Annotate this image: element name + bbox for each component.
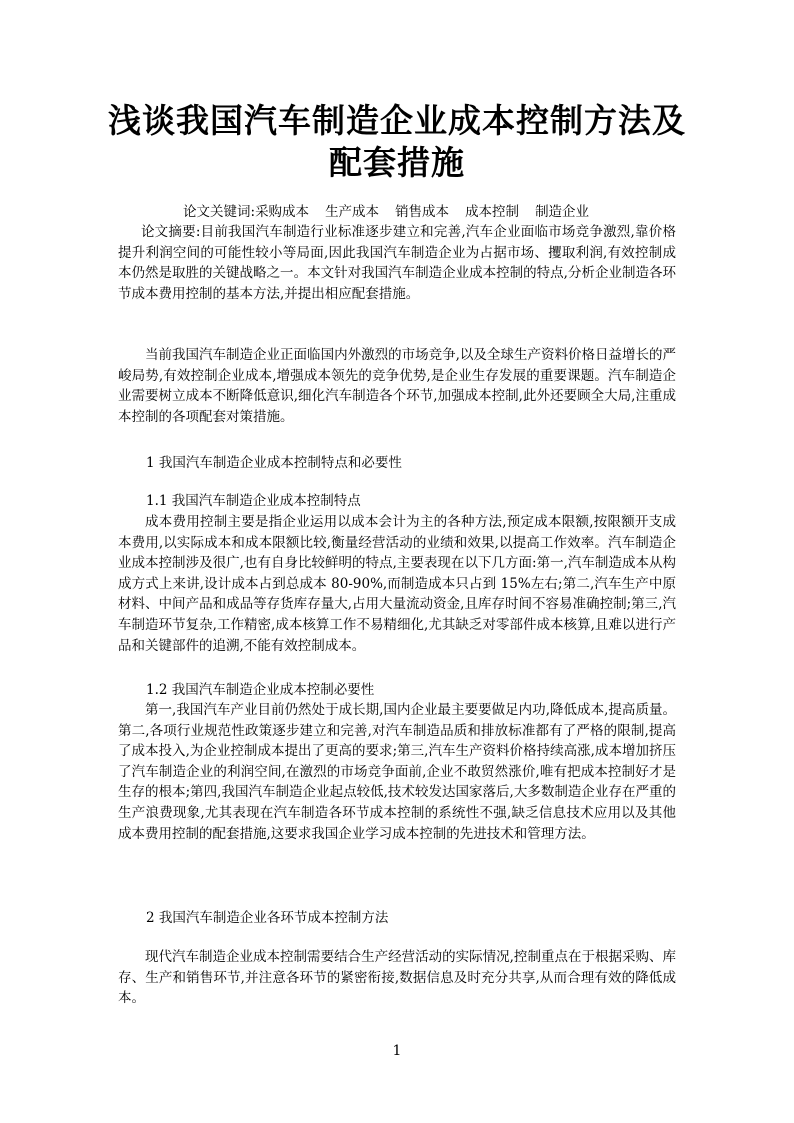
keyword-item: 制造企业 [535, 204, 590, 220]
section-1-2-heading: 1.2 我国汽车制造企业成本控制必要性 [146, 682, 375, 698]
keyword-item: 采购成本 [255, 204, 310, 220]
title-line-2: 配套措施 [329, 143, 465, 182]
keyword-item: 生产成本 [325, 204, 380, 220]
section-1-heading: 1 我国汽车制造企业成本控制特点和必要性 [146, 455, 402, 471]
section-2-paragraph: 现代汽车制造企业成本控制需要结合生产经营活动的实际情况,控制重点在于根据采购、库存、生产和销售环节,并注意各环节的紧密衔接,数据信息及时充分共享,从而合理有效的降低成本。 [118, 949, 676, 1007]
title-line-1: 浅谈我国汽车制造企业成本控制方法及 [108, 101, 686, 140]
keyword-item: 成本控制 [465, 204, 520, 220]
section-2-heading: 2 我国汽车制造企业各环节成本控制方法 [146, 910, 389, 926]
section-1-1-heading: 1.1 我国汽车制造企业成本控制特点 [146, 493, 361, 509]
section-1-2-paragraph: 第一,我国汽车产业目前仍然处于成长期,国内企业最主要要做足内功,降低成本,提高质量。第二,各项行业规范性政策逐步建立和完善,对汽车制造品质和排放标准都有了严格的限制,提高了成本投入,为企业控制成本提出了更高的要求;第三,汽车生产资料价格持续高涨,成本增加挤压了汽车制造企业的利润空间,在激烈的市场竞争面前,企业不敢贸然涨价,唯有把成本控制好才是生存的根本;第四,我国汽车制造企业起点较低,技术较发达国家落后,大多数制造企业存在严重的生产浪费现象,尤其表现在汽车制造各环节成本控制的系统性不强,缺乏信息技术应用以及其他成本费用控制的配套措施,这要求我国企业学习成本控制的先进技术和管理方法。 [118, 702, 676, 842]
document-title [90, 100, 704, 184]
keyword-item: 销售成本 [395, 204, 450, 220]
section-1-1-paragraph: 成本费用控制主要是指企业运用以成本会计为主的各种方法,预定成本限额,按限额开支成本费用,以实际成本和成本限额比较,衡量经营活动的业绩和效果,以提高工作效率。汽车制造企业成本控制涉及很广,也有自身比较鲜明的特点,主要表现在以下几方面:第一,汽车制造成本从构成方式上来讲,设计成本占到总成本 80-90%,而制造成本只占到 15%左右;第二,汽车生产中原材料、中间产品和成品等存货库存量大,占用大量流动资金,且库存时间不容易准确控制;第三,汽车制造环节复杂,工作精密,成本核算工作不易精细化,尤其缺乏对零部件成本核算,且难以进行产品和关键部件的追溯,不能有效控制成本。 [118, 514, 676, 654]
page-number: 1 [392, 1043, 402, 1059]
keywords-label: 论文关键词: [183, 204, 256, 220]
abstract-paragraph: 论文摘要:目前我国汽车制造行业标准逐步建立和完善,汽车企业面临市场竞争激烈,靠价格提升利润空间的可能性较小等局面,因此我国汽车制造企业为占据市场、攫取利润,有效控制成本仍然是取胜的关键战略之一。本文针对我国汽车制造企业成本控制的特点,分析企业制造各环节成本费用控制的基本方法,并提出相应配套措施。 [118, 224, 676, 302]
intro-paragraph: 当前我国汽车制造企业正面临国内外激烈的市场竞争,以及全球生产资料价格日益增长的严峻局势,有效控制企业成本,增强成本领先的竞争优势,是企业生存发展的重要课题。汽车制造企业需要树立成本不断降低意识,细化汽车制造各个环节,加强成本控制,此外还要顾全大局,注重成本控制的各项配套对策措施。 [118, 347, 676, 425]
